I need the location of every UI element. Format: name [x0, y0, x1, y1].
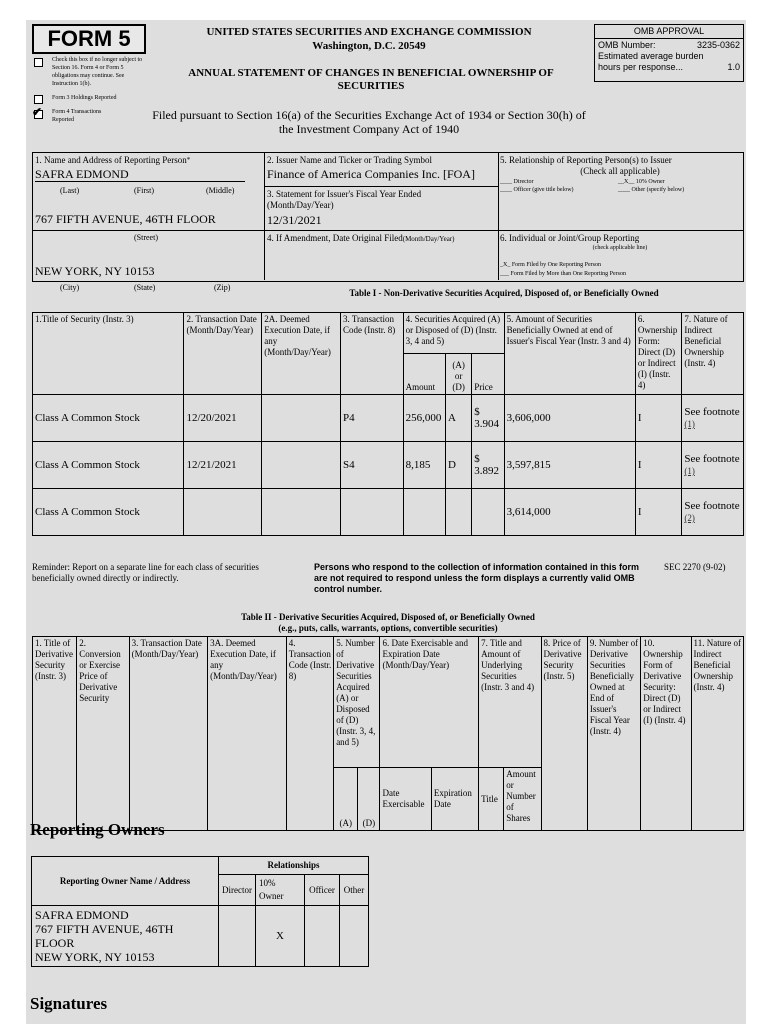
t1-nature-text: See footnote [684, 500, 740, 512]
t1-owned: 3,614,000 [504, 489, 635, 536]
middle-label: (Middle) [206, 186, 235, 195]
t2-h9: 9. Number of Derivative Securities Beneficially Owned at End of Issuer's Fiscal Year (Instr. 4) [587, 637, 640, 831]
t1-deemed [262, 395, 341, 442]
box4-label [267, 233, 497, 245]
footnote-link[interactable]: (1) [684, 419, 695, 429]
filed-pursuant: Filed pursuant to Section 16(a) of the Securities Exchange Act of 1934 or Section 30(h) of the Investment Company Act of 1940 [152, 108, 586, 136]
t1-h2a: 2A. Deemed Execution Date, if any (Month/Day/Year) [262, 313, 341, 395]
t1-date: 12/20/2021 [184, 395, 262, 442]
t2-h5-a: (A) [334, 768, 358, 831]
ro-col-name: Reporting Owner Name / Address [32, 857, 219, 906]
t2-h7-title: Title [479, 768, 504, 831]
t1-code [341, 489, 404, 536]
agency-location: Washington, D.C. 20549 [312, 40, 426, 52]
t1-price-value: 3.904 [474, 418, 500, 430]
t1-title: Class A Common Stock [33, 489, 184, 536]
first-label: (First) [134, 186, 154, 195]
reporting-person-street: 767 FIFTH AVENUE, 46TH FLOOR [35, 212, 216, 226]
t1-aord: A [446, 395, 472, 442]
omb-burden-label: Estimated average burden [598, 51, 704, 61]
t1-price-symbol: $ [474, 453, 480, 465]
box1-label-text: 1. Name and Address of Reporting Person [35, 155, 187, 165]
t1-h2: 2. Transaction Date (Month/Day/Year) [184, 313, 262, 395]
table-row [32, 906, 369, 967]
t1-nature [682, 395, 744, 442]
t1-h7: 7. Nature of Indirect Beneficial Ownership (Instr. 4) [682, 313, 744, 395]
street-label: (Street) [134, 233, 158, 242]
t1-title: Class A Common Stock [33, 395, 184, 442]
ro-ten-pct-cell: X [256, 906, 305, 967]
t1-h6: 6. Ownership Form: Direct (D) or Indirect (I) (Instr. 4) [635, 313, 681, 395]
persons-respond-notice: Persons who respond to the collection of information contained in this form are not required to respond unless the form displays a currently valid OMB control number. [314, 562, 640, 594]
t1-form: I [635, 442, 681, 489]
t1-amount: 256,000 [403, 395, 445, 442]
box5-sub: (Check all applicable) [580, 166, 660, 176]
omb-number-row [595, 39, 743, 51]
t1-title: Class A Common Stock [33, 442, 184, 489]
ro-other-cell [340, 906, 369, 967]
table1-header-row [33, 313, 744, 354]
box6-label: 6. Individual or Joint/Group Reporting [500, 233, 640, 243]
ro-col-officer: Officer [305, 875, 340, 906]
box3-label: 3. Statement for Issuer's Fiscal Year Ended (Month/Day/Year) [267, 189, 422, 210]
t1-h4-price: Price [472, 354, 504, 395]
ro-col-other: Other [340, 875, 369, 906]
t2-h7: 7. Title and Amount of Underlying Securities (Instr. 3 and 4) [479, 637, 541, 768]
t2-h1: 1. Title of Derivative Security (Instr. 3) [33, 637, 77, 831]
reporting-owners-table [31, 856, 369, 967]
form-filed-more: ___ Form Filed by More than One Reporting Person [500, 271, 626, 277]
last-label: (Last) [60, 186, 80, 195]
t1-price-symbol: $ [474, 406, 480, 418]
divider [264, 186, 499, 187]
t1-deemed [262, 442, 341, 489]
t2-h7-amount: Amount or Number of Shares [504, 768, 541, 831]
t1-nature-text: See footnote [684, 406, 740, 418]
ro-street: 767 FIFTH AVENUE, 46TH FLOOR [35, 922, 174, 950]
signatures-heading: Signatures [30, 994, 108, 1013]
t1-h5: 5. Amount of Securities Beneficially Owned at end of Issuer's Fiscal Year (Instr. 3 and 4) [504, 313, 635, 395]
director-option: ____ Director [500, 179, 534, 185]
omb-hours-label: hours per response... [598, 62, 684, 72]
box1-asterisk: * [186, 156, 191, 164]
t1-price [472, 395, 504, 442]
zip-label: (Zip) [214, 283, 231, 292]
divider [498, 152, 499, 280]
ro-col-director: Director [219, 875, 256, 906]
t1-aord [446, 489, 472, 536]
box4-label-text: 4. If Amendment, Date Original Filed [267, 233, 403, 243]
t2-h4: 4. Transaction Code (Instr. 8) [286, 637, 333, 831]
t2-h5: 5. Number of Derivative Securities Acquired (A) or Disposed of (D) (Instr. 3, 4, and 5) [334, 637, 380, 768]
t1-aord: D [446, 442, 472, 489]
statement-title: ANNUAL STATEMENT OF CHANGES IN BENEFICIAL OWNERSHIP OF SECURITIES [188, 67, 554, 92]
t2-h8: 8. Price of Derivative Security (Instr. 5) [541, 637, 587, 831]
reporting-person-city: NEW YORK, NY 10153 [35, 264, 155, 278]
table1 [32, 312, 744, 536]
form-title: FORM 5 [32, 24, 146, 54]
fiscal-year-end: 12/31/2021 [267, 213, 322, 227]
divider [264, 230, 743, 231]
t1-code: S4 [341, 442, 404, 489]
t2-h10: 10. Ownership Form of Derivative Security: Direct (D) or Indirect (I) (Instr. 4) [641, 637, 691, 831]
table2-subtitle: (e.g., puts, calls, warrants, options, convertible securities) [278, 623, 498, 633]
ro-relationships: Relationships [219, 857, 369, 875]
box1-label [35, 155, 190, 166]
t1-h4-amount: Amount [403, 354, 445, 395]
t2-h3: 3. Transaction Date (Month/Day/Year) [129, 637, 208, 831]
form-page [26, 20, 746, 1024]
omb-approval-box [594, 24, 744, 82]
t1-price-value: 3.892 [474, 465, 500, 477]
t1-amount [403, 489, 445, 536]
omb-hours-row [595, 62, 743, 73]
t1-h4-aord: (A) or (D) [446, 354, 472, 395]
table2-title: Table II - Derivative Securities Acquired, Disposed of, or Beneficially Owned [241, 612, 535, 622]
footnote-link[interactable]: (2) [684, 513, 695, 523]
box5-label: 5. Relationship of Reporting Person(s) to Issuer [500, 155, 672, 165]
footnote-link[interactable]: (1) [684, 466, 695, 476]
box6-sub: (check applicable line) [592, 245, 648, 251]
sec-code: SEC 2270 (9-02) [664, 562, 726, 572]
omb-title: OMB APPROVAL [595, 25, 743, 39]
omb-hours-value: 1.0 [727, 62, 740, 72]
t2-h5-d: (D) [358, 768, 380, 831]
ro-name: SAFRA EDMOND [35, 908, 129, 922]
t1-owned: 3,597,815 [504, 442, 635, 489]
t1-nature [682, 442, 744, 489]
ro-header-row [32, 857, 369, 875]
reminder-text: Reminder: Report on a separate line for each class of securities beneficially owned directly or indirectly. [32, 562, 259, 583]
t1-deemed [262, 489, 341, 536]
no-longer-subject-checkbox[interactable] [34, 58, 43, 67]
t2-h3a: 3A. Deemed Execution Date, if any (Month/Day/Year) [208, 637, 287, 831]
table2 [32, 636, 744, 831]
divider [32, 230, 265, 231]
t2-h6-ex: Date Exercisable [380, 768, 431, 831]
other-option: ____ Other (specify below) [618, 187, 685, 193]
box2-label: 2. Issuer Name and Ticker or Trading Symbol [267, 155, 432, 165]
omb-number-value: 3235-0362 [696, 40, 740, 50]
t1-h1: 1.Title of Security (Instr. 3) [33, 313, 184, 395]
officer-option: ____ Officer (give title below) [500, 187, 574, 193]
table-row [33, 442, 744, 489]
t1-nature [682, 489, 744, 536]
holdings-reported-label: Form 3 Holdings Reported [52, 95, 117, 101]
t1-code: P4 [341, 395, 404, 442]
issuer-name: Finance of America Companies Inc. [FOA] [267, 167, 475, 181]
box4-sub: (Month/Day/Year) [402, 235, 455, 243]
table2-header-row [33, 637, 744, 768]
t1-h3: 3. Transaction Code (Instr. 8) [341, 313, 404, 395]
ro-col-ten-pct: 10% Owner [256, 875, 305, 906]
table1-title: Table I - Non-Derivative Securities Acquired, Disposed of, or Beneficially Owned [349, 288, 659, 298]
ro-city: NEW YORK, NY 10153 [35, 950, 155, 964]
holdings-reported-checkbox[interactable] [34, 95, 43, 104]
city-label: (City) [60, 283, 80, 292]
t1-form: I [635, 395, 681, 442]
transactions-reported-label: Form 4 Transactions Reported [52, 109, 102, 123]
agency-name: UNITED STATES SECURITIES AND EXCHANGE COMMISSION [206, 26, 532, 38]
t1-owned: 3,606,000 [504, 395, 635, 442]
t2-h6-exp: Expiration Date [431, 768, 478, 831]
t2-h6: 6. Date Exercisable and Expiration Date (Month/Day/Year) [380, 637, 479, 768]
state-label: (State) [134, 283, 156, 292]
t1-date [184, 489, 262, 536]
table-row [33, 489, 744, 536]
transactions-check-mark: ✔ [32, 105, 43, 119]
no-longer-subject-label: Check this box if no longer subject to Section 16. Form 4 or Form 5 obligations may continue. See Instruction 1(b). [52, 57, 143, 87]
t2-h11: 11. Nature of Indirect Beneficial Ownership (Instr. 4) [691, 637, 743, 831]
t1-price [472, 489, 504, 536]
underline [35, 181, 245, 182]
t1-date: 12/21/2021 [184, 442, 262, 489]
ro-name-address [32, 906, 219, 967]
ro-officer-cell [305, 906, 340, 967]
ro-director-cell [219, 906, 256, 967]
form-filed-one: _X_ Form Filed by One Reporting Person [500, 262, 601, 268]
t1-h4: 4. Securities Acquired (A) or Disposed of (D) (Instr. 3, 4 and 5) [403, 313, 504, 354]
ten-pct-option: __X__ 10% Owner [618, 179, 665, 185]
reporting-owners-heading: Reporting Owners [30, 820, 165, 839]
divider [264, 152, 265, 280]
t2-h2: 2. Conversion or Exercise Price of Derivative Security [77, 637, 129, 831]
t1-price [472, 442, 504, 489]
omb-number-label: OMB Number: [598, 40, 656, 50]
t1-nature-text: See footnote [684, 453, 740, 465]
t1-form: I [635, 489, 681, 536]
reporting-person-name: SAFRA EDMOND [35, 167, 129, 181]
table-row [33, 395, 744, 442]
t1-amount: 8,185 [403, 442, 445, 489]
